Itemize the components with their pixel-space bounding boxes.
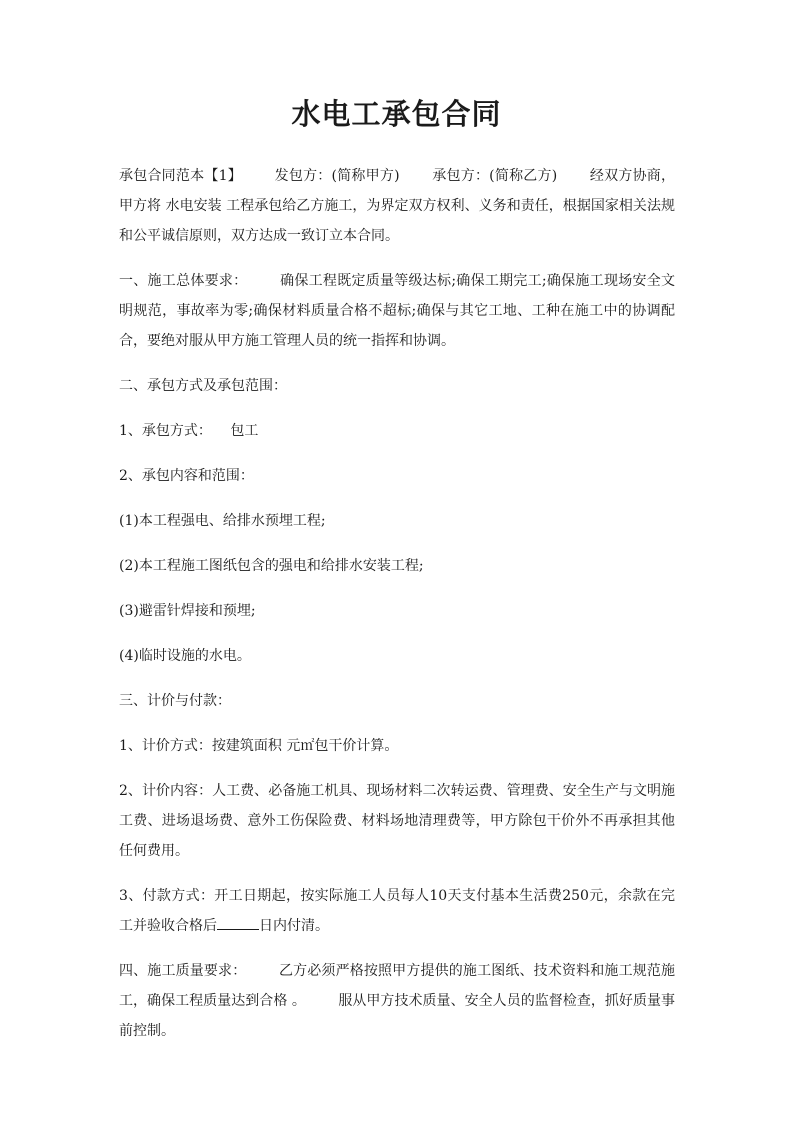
quality-supervision-text: 服从甲方技术质量、安全人员的监督检查，抓好质量事前控制。: [119, 993, 676, 1039]
section-heading-3: 三、计价与付款：: [119, 693, 231, 709]
payment-method-text: 3、付款方式：开工日期起，按实际施工人员每人10天支付基本生活费250元，余款在完工并验收合格后: [119, 888, 675, 934]
payment-method-tail: 日内付清。: [259, 918, 329, 934]
payment-days-blank: [217, 915, 259, 930]
pricing-method: 1、计价方式：按建筑面积 元㎡包干价计算。: [119, 738, 399, 754]
contract-method-value: 包工: [230, 423, 259, 439]
paragraph-intro: [119, 161, 675, 251]
paragraph-general-requirements: [119, 266, 675, 356]
document-body: [119, 161, 675, 1061]
quality-requirements-text: 乙方必须严格按照甲方提供的施工图纸、技术资料和施工规范施工，确保工程质量达到合格 。: [119, 963, 676, 1009]
contract-template-label: 承包合同范本【1】: [119, 168, 242, 184]
scope-item-2: (2)本工程施工图纸包含的强电和给排水安装工程;: [119, 558, 424, 574]
paragraph-contract-method: [119, 416, 675, 446]
section-heading-4: 四、施工质量要求：: [119, 963, 247, 979]
scope-item-1: (1)本工程强电、给排水预埋工程;: [119, 513, 326, 529]
intro-text: 经双方协商，甲方将 水电安装 工程承包给乙方施工，为界定双方权利、义务和责任，根据国家相关法规和公平诚信原则，双方达成一致订立本合同。: [119, 168, 676, 244]
party-a-label: 发包方：(简称甲方): [274, 168, 400, 184]
scope-item-3: (3)避雷针焊接和预埋;: [119, 603, 256, 619]
party-b-label: 承包方：(简称乙方): [432, 168, 558, 184]
section-heading-2: 二、承包方式及承包范围：: [119, 378, 287, 394]
payment-method: [119, 881, 675, 941]
section-heading-1: 一、施工总体要求：: [119, 273, 248, 289]
scope-item-4: (4)临时设施的水电。: [119, 648, 251, 664]
pricing-content: 2、计价内容：人工费、必备施工机具、现场材料二次转运费、管理费、安全生产与文明施工费、进场退场费、意外工伤保险费、材料场地清理费等，甲方除包干价外不再承担其他任何费用。: [119, 783, 675, 859]
document-title: 水电工承包合同: [291, 97, 502, 131]
contract-method-label: 1、承包方式：: [119, 423, 212, 439]
general-requirements-text: 确保工程既定质量等级达标;确保工期完工;确保施工现场安全文明规范，事故率为零;确保材料质量合格不超标;确保与其它工地、工种在施工中的协调配合，要绝对服从甲方施工管理人员的统一指挥和协调。: [119, 273, 676, 349]
paragraph-quality-requirements: [119, 956, 675, 1046]
paragraph-scope-heading: 2、承包内容和范围：: [119, 468, 254, 484]
